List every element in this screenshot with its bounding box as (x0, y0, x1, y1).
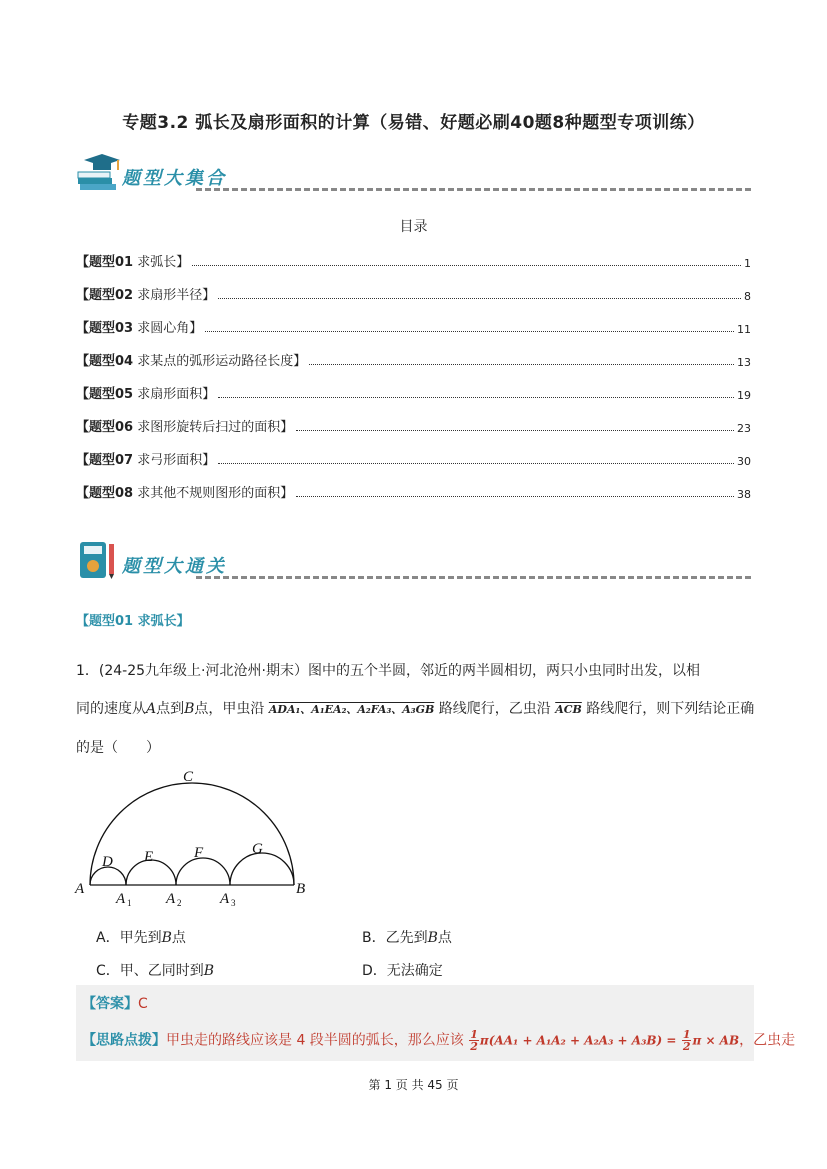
answer-box (76, 985, 796, 1061)
label-B: B (296, 881, 306, 897)
svg-text:3: 3 (231, 898, 236, 908)
toc-leader (309, 364, 734, 365)
toc-label: 【题型04 求某点的弧形运动路径长度】 (76, 354, 307, 369)
toc-leader (205, 331, 734, 332)
toc-page-number: 38 (737, 488, 751, 501)
toc-row[interactable] (76, 481, 751, 501)
toc-leader (192, 265, 741, 266)
toc-label: 【题型02 求扇形半径】 (76, 288, 216, 303)
toc-page-number: 23 (737, 422, 751, 435)
banner-label: 题型大集合 (122, 168, 227, 189)
svg-text:1: 1 (127, 898, 132, 908)
toc-leader (296, 430, 734, 431)
label-C: C (183, 769, 194, 785)
label-D: D (102, 854, 113, 870)
label-A: A (75, 881, 85, 897)
toc-label: 【题型05 求扇形面积】 (76, 387, 216, 402)
toc-label: 【题型01 求弧长】 (76, 255, 190, 270)
calculator-icon (76, 540, 120, 580)
label-E: E (144, 849, 154, 865)
toc-page-number: 8 (744, 290, 751, 303)
toc-row[interactable] (76, 316, 751, 336)
arc-path-jia: ADA₁、A₁EA₂、A₂FA₃、A₃GB (268, 703, 435, 716)
toc-leader (296, 496, 734, 497)
question-line-2: 同的速度从A点到B点，甲虫沿 ADA₁、A₁EA₂、A₂FA₃、A₃GB 路线爬行，乙虫沿 $\overline{ACB}$ 路线爬行，则下列结论正确 (76, 701, 755, 717)
option-a: A．甲先到B点 (96, 930, 186, 946)
toc-row[interactable] (76, 250, 751, 270)
semicircles-figure (70, 765, 315, 910)
section-heading: 【题型01 求弧长】 (76, 614, 190, 629)
arc-path-yi: $\overline{ACB}$ (555, 703, 582, 716)
label-G: G (252, 841, 263, 857)
banner-divider (196, 188, 751, 191)
question-line-1: 1．(24-25九年级上·河北沧州·期末）图中的五个半圆，邻近的两半圆相切，两只小虫同时出发，以相 (76, 663, 700, 679)
toc-row[interactable] (76, 448, 751, 468)
toc-page-number: 1 (744, 257, 751, 270)
graduation-books-icon (76, 152, 120, 192)
section-banner-question-types (76, 152, 751, 194)
label-A2: A (166, 891, 176, 907)
big-semicircle (90, 783, 294, 885)
banner-label: 题型大通关 (122, 556, 227, 577)
answer-value: C (138, 996, 148, 1012)
option-c: C．甲、乙同时到B (96, 963, 215, 979)
toc-heading: 目录 (399, 219, 428, 235)
semicircle-3 (176, 858, 230, 885)
toc-label: 【题型08 求其他不规则图形的面积】 (76, 486, 294, 501)
toc-label: 【题型07 求弓形面积】 (76, 453, 216, 468)
section-banner-practice (76, 540, 751, 582)
svg-text:2: 2 (177, 898, 182, 908)
toc-page-number: 30 (737, 455, 751, 468)
question-line-3: 的是（ ） (76, 740, 160, 756)
toc-row[interactable] (76, 283, 751, 303)
toc-page-number: 13 (737, 356, 751, 369)
page-title: 专题3.2 弧长及扇形面积的计算（易错、好题必刷40题8种题型专项训练） (122, 113, 705, 133)
answer-line: 【答案】C (82, 996, 148, 1012)
label-A3: A (220, 891, 230, 907)
semicircle-4 (230, 853, 294, 885)
toc-leader (218, 298, 741, 299)
banner-divider (196, 576, 751, 579)
option-d: D．无法确定 (362, 963, 443, 979)
toc-row[interactable] (76, 349, 751, 369)
toc-page-number: 19 (737, 389, 751, 402)
hint-line: 【思路点拨】甲虫走的路线应该是 4 段半圆的弧长，那么应该 $\frac{1}{2}\pi(AA_1 + A_1A_2 + A_2A_3 + A_3B)$ = $\frac{1}{2}\pi$ × AB，乙虫走 (82, 1028, 796, 1053)
label-A1: A (116, 891, 126, 907)
page-footer: 第 1 页 共 45 页 (368, 1078, 459, 1092)
toc-label: 【题型06 求图形旋转后扫过的面积】 (76, 420, 294, 435)
toc-leader (218, 397, 734, 398)
option-b: B．乙先到B点 (362, 930, 452, 946)
toc-leader (218, 463, 734, 464)
toc-label: 【题型03 求圆心角】 (76, 321, 203, 336)
toc-page-number: 11 (737, 323, 751, 336)
toc-row[interactable] (76, 415, 751, 435)
toc-row[interactable] (76, 382, 751, 402)
label-F: F (194, 845, 204, 861)
